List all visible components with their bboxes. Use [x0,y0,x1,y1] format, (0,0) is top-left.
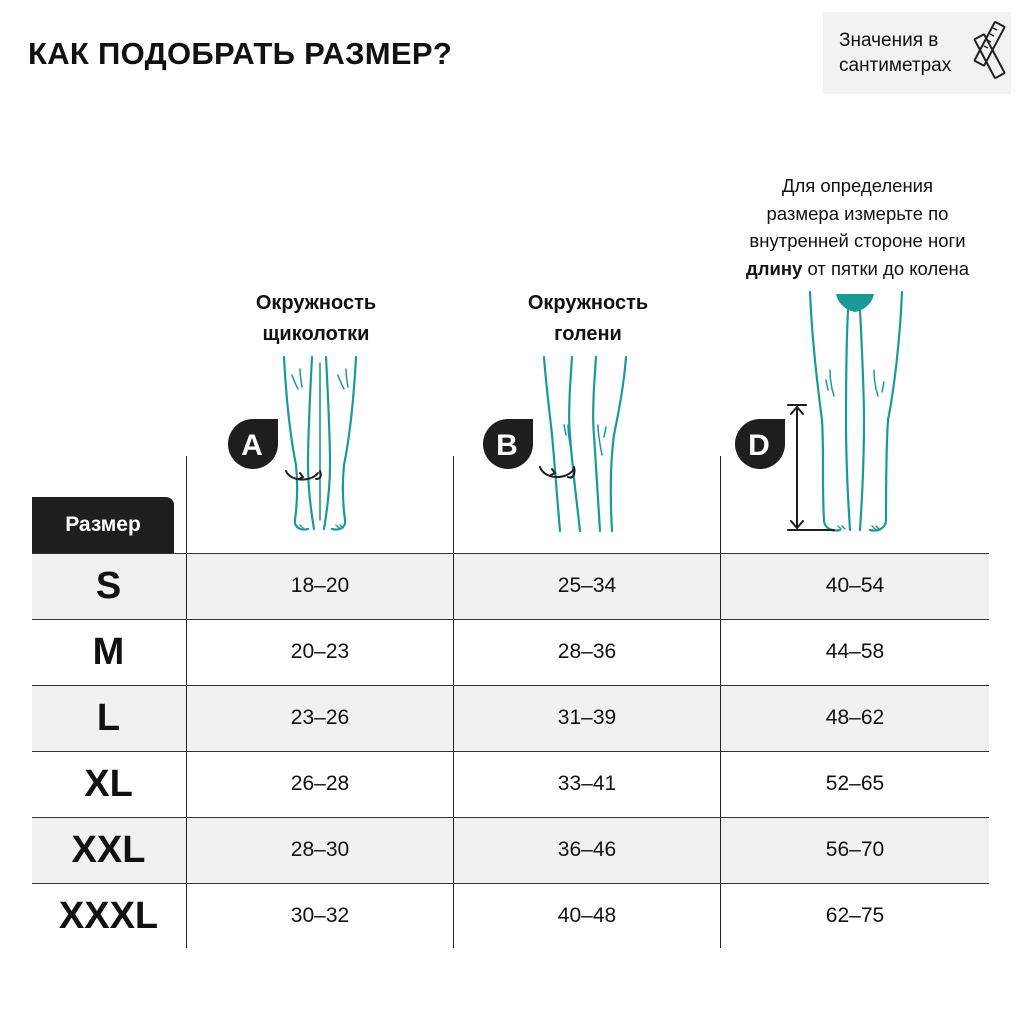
calf-value: 28–36 [557,640,617,663]
ankle-value: 20–23 [290,640,350,663]
length-value: 44–58 [825,640,885,663]
measurement-hint: Для определения размера измерьте по внутренней стороне ноги длину от пятки до колена [745,175,970,279]
legs-calf-icon [530,355,640,535]
length-value: 56–70 [825,838,885,861]
calf-value: 36–46 [557,838,617,861]
page-title: КАК ПОДОБРАТЬ РАЗМЕР? [28,36,453,71]
ankle-value: 30–32 [290,904,350,927]
legs-length-icon [778,290,908,535]
size-label-s: S [95,564,122,607]
size-column-header: Размер [32,497,174,553]
ankle-value: 28–30 [290,838,350,861]
hint-bold-word: длину [745,257,803,279]
marker-a-badge [226,417,280,471]
marker-b-badge [481,417,535,471]
units-note [823,12,1011,94]
calf-value: 31–39 [557,706,617,729]
ankle-value: 18–20 [290,574,350,597]
size-label-l: L [96,696,121,739]
length-value: 62–75 [825,904,885,927]
length-value: 40–54 [825,574,885,597]
size-label-xxxl: XXXL [58,894,159,937]
marker-b-letter: B [496,429,518,462]
size-label-xxl: XXL [71,828,146,871]
units-note-line-2: сантиметрах [839,55,952,76]
ankle-value: 26–28 [290,772,350,795]
marker-d-letter: D [748,429,770,462]
ruler-icon [973,20,1007,80]
size-label-m: M [92,630,125,673]
ankle-value: 23–26 [290,706,350,729]
calf-value: 25–34 [557,574,617,597]
size-label-xl: XL [84,762,133,805]
calf-value: 40–48 [557,904,617,927]
column-label-calf: Окружность голени [527,292,649,345]
length-value: 48–62 [825,706,885,729]
column-label-ankle: Окружность щиколотки [255,292,377,345]
length-value: 52–65 [825,772,885,795]
marker-a-letter: A [241,429,263,462]
units-note-line-1: Значения в [839,30,939,51]
calf-value: 33–41 [557,772,617,795]
legs-ankle-icon [280,355,360,535]
